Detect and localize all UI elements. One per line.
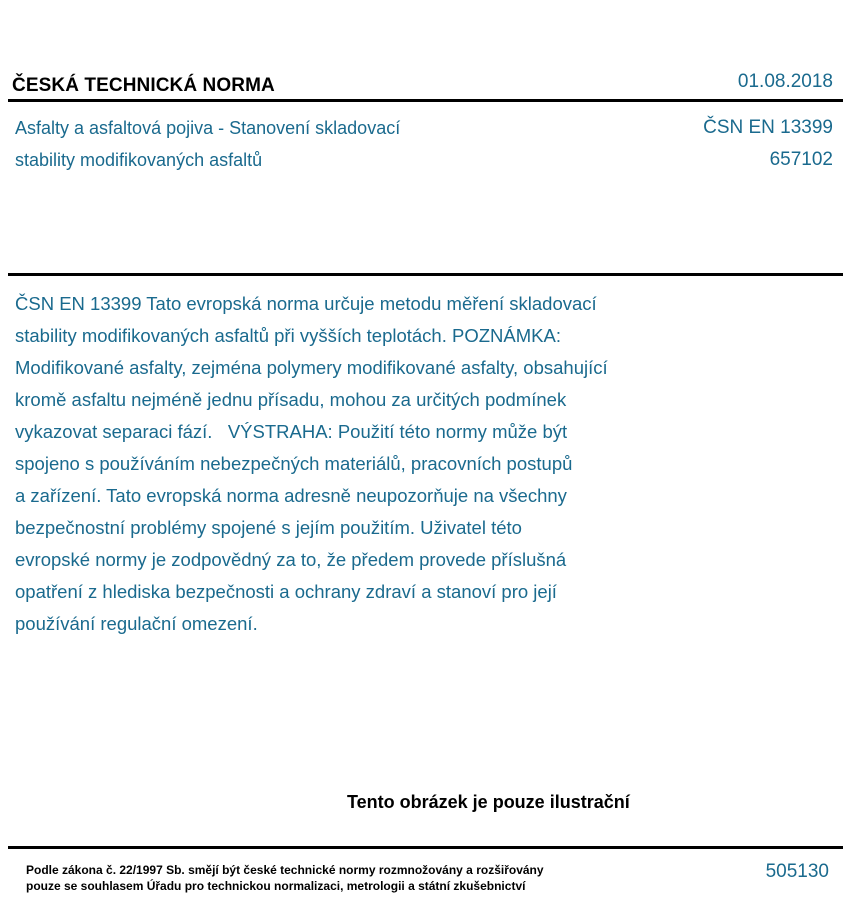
footer-divider: [8, 846, 843, 849]
legal-notice-line-2: pouze se souhlasem Úřadu pro technickou normalizaci, metrologii a státní zkušebnictví: [26, 879, 526, 893]
document-type-title: ČESKÁ TECHNICKÁ NORMA: [12, 75, 275, 96]
standard-code: ČSN EN 13399: [703, 117, 833, 138]
standard-title-line-1: Asfalty a asfaltová pojiva - Stanovení skladovací: [15, 118, 401, 138]
legal-notice: [26, 862, 544, 894]
abstract-line: spojeno s používáním nebezpečných materiálů, pracovních postupů: [15, 453, 573, 474]
publication-date: 01.08.2018: [737, 71, 833, 92]
abstract-divider: [8, 273, 843, 276]
abstract-line: evropské normy je zodpovědný za to, že předem provede příslušná: [15, 549, 567, 570]
illustration-note: Tento obrázek je pouze ilustrační: [347, 792, 630, 812]
abstract-line: kromě asfaltu nejméně jednu přísadu, mohou za určitých podmínek: [15, 389, 567, 410]
standard-title-line-2: stability modifikovaných asfaltů: [15, 150, 263, 170]
abstract-line: Modifikované asfalty, zejména polymery modifikované asfalty, obsahující: [15, 357, 608, 378]
abstract-line: vykazovat separaci fází. VÝSTRAHA: Použití této normy může být: [15, 421, 568, 442]
catalog-number: 505130: [765, 861, 829, 882]
legal-notice-line-1: Podle zákona č. 22/1997 Sb. smějí být české technické normy rozmnožovány a rozšiřovány: [26, 863, 544, 877]
abstract-line: a zařízení. Tato evropská norma adresně neupozorňuje na všechny: [15, 485, 567, 506]
header-divider: [8, 99, 843, 102]
abstract-line: ČSN EN 13399 Tato evropská norma určuje metodu měření skladovací: [15, 293, 597, 314]
classification-number: 657102: [769, 149, 833, 170]
abstract-text: [15, 288, 715, 640]
abstract-line: stability modifikovaných asfaltů při vyšších teplotách. POZNÁMKA:: [15, 325, 561, 346]
abstract-line: používání regulační omezení.: [15, 613, 258, 634]
abstract-line: bezpečnostní problémy spojené s jejím použitím. Uživatel této: [15, 517, 522, 538]
abstract-line: opatření z hlediska bezpečnosti a ochrany zdraví a stanoví pro její: [15, 581, 557, 602]
